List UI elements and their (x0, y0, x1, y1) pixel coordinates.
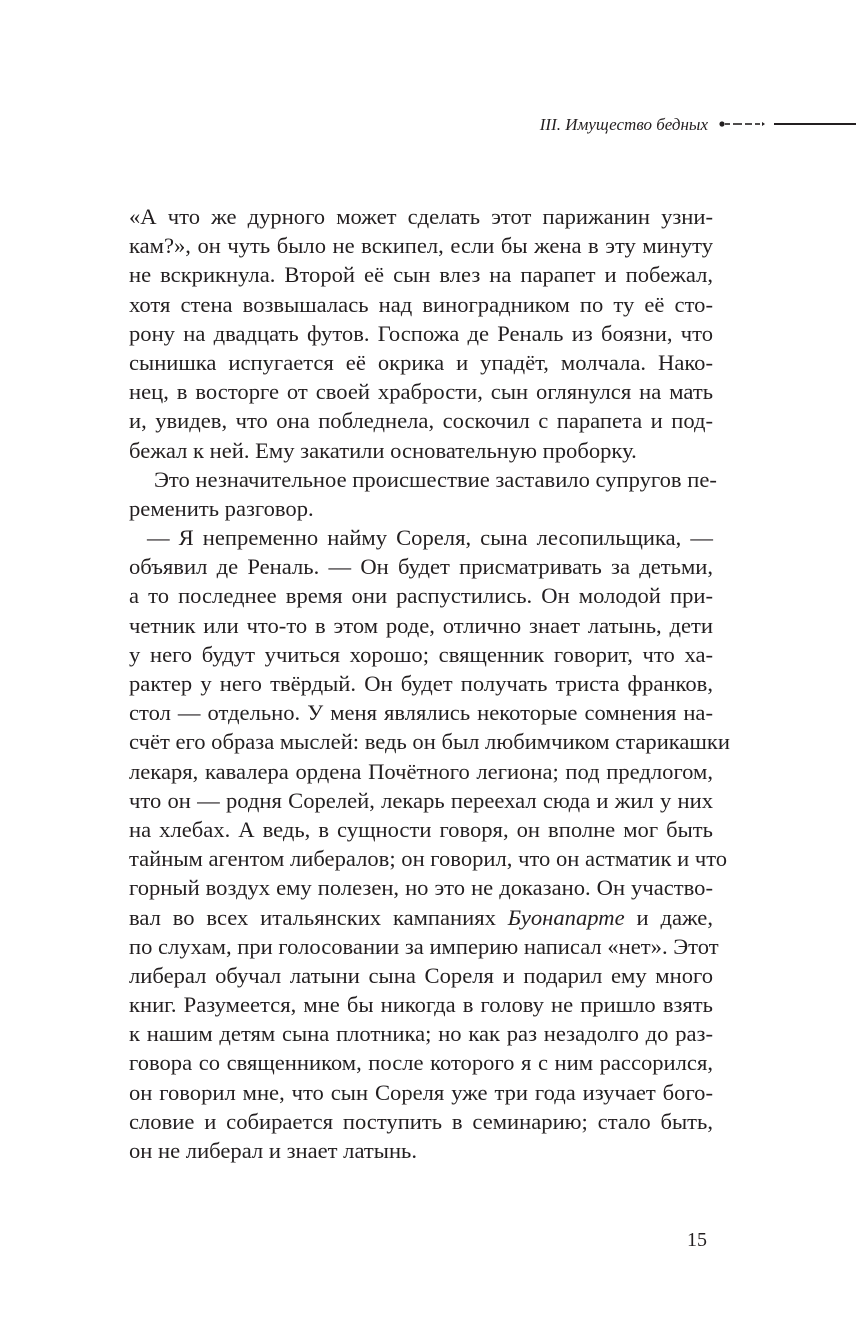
text-line: к нашим детям сына плотника; но как раз незадолго до раз- (129, 1021, 713, 1047)
text-line: он говорил мне, что сын Сореля уже три года изучает бого- (129, 1079, 713, 1105)
text-line: сынишка испугается её окрика и упадёт, молчала. Нако- (129, 349, 713, 375)
text-line: нец, в восторге от своей храбрости, сын оглянулся на мать (129, 379, 713, 405)
page-number: 15 (687, 1229, 707, 1251)
running-header (0, 114, 856, 138)
text-line (129, 903, 713, 932)
text-line: книг. Разумеется, мне бы никогда в голову не пришло взять (129, 992, 713, 1018)
text-line: говора со священником, после которого я с ним рассорился, (129, 1050, 713, 1076)
text-line: объявил де Реналь. — Он будет присматривать за детьми, (129, 554, 713, 580)
italic-name: Буонапарте (507, 904, 625, 930)
text-line: стол — отдельно. У меня являлись некоторые сомнения на- (129, 700, 713, 726)
text-line: у него будут учиться хорошо; священник говорит, что ха- (129, 641, 713, 667)
text-line-part: вал во всех итальянских кампаниях (129, 904, 496, 930)
text-line: ременить разговор. (129, 495, 314, 521)
text-line: рактер у него твёрдый. Он будет получать триста франков, (129, 671, 713, 696)
text-line: кам?», он чуть было не вскипел, если бы жена в эту минуту (129, 233, 713, 259)
text-line: «А что же дурного может сделать этот парижанин узни- (129, 204, 713, 229)
text-line: либерал обучал латыни сына Сореля и подарил ему много (129, 962, 713, 988)
text-line: тайным агентом либералов; он говорил, что он астматик и что (129, 846, 728, 872)
text-line: хотя стена возвышалась над виноградником по ту её сто- (129, 291, 713, 317)
text-line: четник или что-то в этом роде, отлично знает латынь, дети (129, 612, 713, 638)
text-line: на хлебах. А ведь, в сущности говоря, он вполне мог быть (129, 816, 713, 842)
text-line: он не либерал и знает латынь. (129, 1138, 417, 1163)
text-line: по слухам, при голосовании за империю написал «нет». Этот (129, 933, 719, 959)
text-line: рону на двадцать футов. Госпожа де Реналь из боязни, что (129, 320, 713, 346)
text-line: лекаря, кавалера ордена Почётного легиона; под предлогом, (129, 758, 713, 784)
text-line: Это незначительное происшествие заставило супругов пе- (154, 466, 717, 492)
text-line-part: и даже, (636, 904, 713, 930)
text-line: счёт его образа мыслей: ведь он был любимчиком старикашки (129, 729, 730, 755)
running-title: III. Имущество бедных (539, 115, 708, 134)
text-line: что он — родня Сорелей, лекарь переехал сюда и жил у них (129, 787, 713, 813)
text-line: горный воздух ему полезен, но это не доказано. Он участво- (129, 875, 713, 901)
text-line: и, увидев, что она побледнела, соскочил с парапета и под- (129, 408, 713, 434)
header-ornament-icon (718, 116, 856, 132)
text-line: — Я непременно найму Сореля, сына лесопильщика, — (147, 525, 713, 551)
body-text (129, 202, 730, 1165)
text-line: бежал к ней. Ему закатили основательную проборку. (129, 437, 637, 463)
text-line: словие и собирается поступить в семинарию; стало быть, (129, 1108, 713, 1134)
text-line: а то последнее время они распустились. Он молодой при- (129, 583, 713, 609)
text-line: не вскрикнула. Второй её сын влез на парапет и побежал, (129, 262, 713, 288)
